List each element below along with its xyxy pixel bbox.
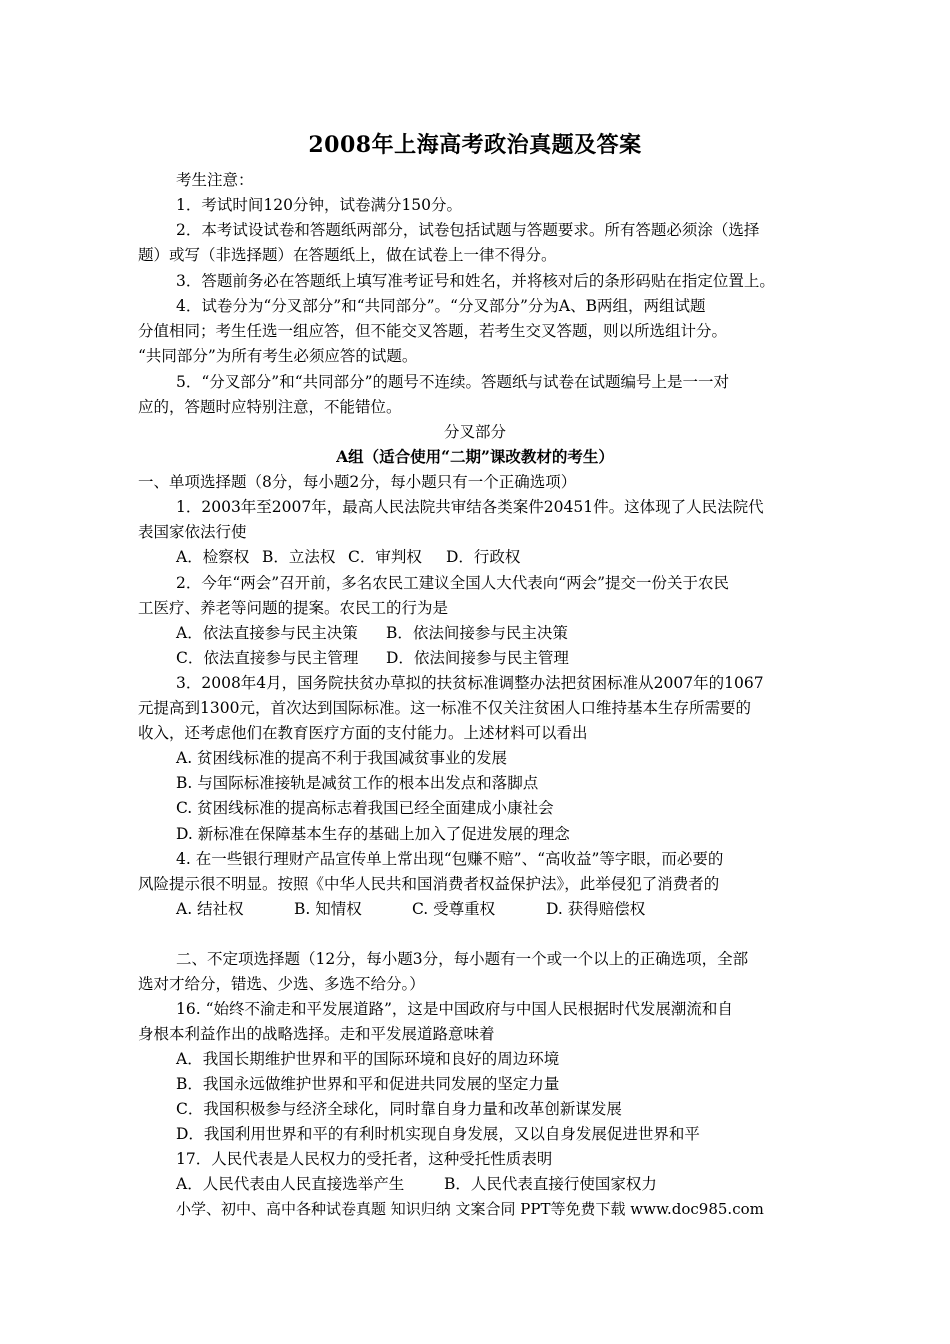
page-title: 2008年上海高考政治真题及答案 <box>308 132 642 158</box>
q2-options-row2 <box>176 648 569 668</box>
q17-options <box>176 1174 657 1194</box>
notice-heading: 考生注意： <box>176 171 254 189</box>
q17-option-b: B．人民代表直接行使国家权力 <box>444 1175 657 1193</box>
notice-item: 5．“分叉部分”和“共同部分”的题号不连续。答题纸与试卷在试题编号上是一一对 <box>176 373 730 391</box>
q4-option-c: C. 受尊重权 <box>412 900 496 918</box>
q3-stem: 收入，还考虑他们在教育医疗方面的支付能力。上述材料可以看出 <box>138 724 588 742</box>
q1-stem: 表国家依法行使 <box>138 523 247 541</box>
q2-options-row1 <box>176 623 568 643</box>
q3-stem: 3．2008年4月，国务院扶贫办草拟的扶贫标准调整办法把贫困标准从2007年的1067 <box>176 674 764 692</box>
q16-stem: 16. “始终不渝走和平发展道路”，这是中国政府与中国人民根据时代发展潮流和自 <box>176 1000 733 1018</box>
notice-item: 分值相同；考生任选一组应答，但不能交叉答题，若考生交叉答题，则以所选组计分。 <box>138 322 728 340</box>
q16-option-b: B．我国永远做维护世界和平和促进共同发展的坚定力量 <box>176 1075 560 1093</box>
q1-option-b: B．立法权 <box>262 548 336 566</box>
q3-stem: 元提高到1300元，首次达到国际标准。这一标准不仅关注贫困人口维持基本生存所需要的 <box>138 699 751 717</box>
q2-stem: 2．今年“两会”召开前，多名农民工建议全国人大代表向“两会”提交一份关于农民 <box>176 574 730 592</box>
q2-option-c: C．依法直接参与民主管理 <box>176 649 359 667</box>
q3-option-c: C. 贫困线标准的提高标志着我国已经全面建成小康社会 <box>176 799 554 817</box>
notice-item: 3．答题前务必在答题纸上填写准考证号和姓名，并将核对后的条形码贴在指定位置上。 <box>176 272 775 290</box>
q2-option-d: D．依法间接参与民主管理 <box>386 649 569 667</box>
q16-option-c: C．我国积极参与经济全球化，同时靠自身力量和改革创新谋发展 <box>176 1100 622 1118</box>
q4-option-a: A. 结社权 <box>176 900 244 918</box>
footer-text: 小学、初中、高中各种试卷真题 知识归纳 文案合同 PPT等免费下载 www.doc985.com <box>176 1200 764 1218</box>
q3-option-a: A. 贫困线标准的提高不利于我国减贫事业的发展 <box>176 749 508 767</box>
part1-heading: 一、单项选择题（8分，每小题2分，每小题只有一个正确选项） <box>138 473 577 491</box>
q4-options <box>176 899 645 919</box>
q1-option-a: A．检察权 <box>176 548 250 566</box>
notice-item: “共同部分”为所有考生必须应答的试题。 <box>138 347 418 365</box>
q4-stem: 风险提示很不明显。按照《中华人民共和国消费者权益保护法》，此举侵犯了消费者的 <box>138 875 720 893</box>
part2-heading: 选对才给分，错选、少选、多选不给分。） <box>138 975 425 993</box>
q3-option-d: D. 新标准在保障基本生存的基础上加入了促进发展的理念 <box>176 825 570 843</box>
q2-stem: 工医疗、养老等问题的提案。农民工的行为是 <box>138 599 449 617</box>
q16-stem: 身根本利益作出的战略选择。走和平发展道路意味着 <box>138 1025 495 1043</box>
notice-item: 1．考试时间120分钟，试卷满分150分。 <box>176 196 463 214</box>
q17-stem: 17．人民代表是人民权力的受托者，这种受托性质表明 <box>176 1150 553 1168</box>
part2-heading: 二、不定项选择题（12分，每小题3分，每小题有一个或一个以上的正确选项，全部 <box>176 950 749 968</box>
q4-stem: 4. 在一些银行理财产品宣传单上常出现“包赚不赔”、“高收益”等字眼，而必要的 <box>176 850 724 868</box>
q3-option-b: B. 与国际标准接轨是减贫工作的根本出发点和落脚点 <box>176 774 539 792</box>
notice-item: 应的，答题时应特别注意，不能错位。 <box>138 398 402 416</box>
q1-options <box>176 547 520 567</box>
q1-option-c: C．审判权 <box>348 548 422 566</box>
q16-option-d: D．我国利用世界和平的有利时机实现自身发展，又以自身发展促进世界和平 <box>176 1125 700 1143</box>
q1-stem: 1．2003年至2007年，最高人民法院共审结各类案件20451件。这体现了人民法院代 <box>176 498 764 516</box>
notice-item: 题）或写（非选择题）在答题纸上，做在试卷上一律不得分。 <box>138 246 557 264</box>
q4-option-b: B. 知情权 <box>294 900 362 918</box>
q17-option-a: A．人民代表由人民直接选举产生 <box>176 1175 405 1193</box>
q4-option-d: D. 获得赔偿权 <box>546 900 646 918</box>
notice-item: 4．试卷分为“分叉部分”和“共同部分”。“分叉部分”分为A、B两组，两组试题 <box>176 297 706 315</box>
section-name: 分叉部分 <box>443 423 506 441</box>
q1-option-d: D．行政权 <box>446 548 521 566</box>
group-heading: A组（适合使用“二期”课改教材的考生） <box>336 447 614 466</box>
q16-option-a: A．我国长期维护世界和平的国际环境和良好的周边环境 <box>176 1050 560 1068</box>
notice-item: 2．本考试设试卷和答题纸两部分，试卷包括试题与答题要求。所有答题必须涂（选择 <box>176 221 760 239</box>
q2-option-b: B．依法间接参与民主决策 <box>386 624 568 642</box>
q2-option-a: A．依法直接参与民主决策 <box>176 624 358 642</box>
